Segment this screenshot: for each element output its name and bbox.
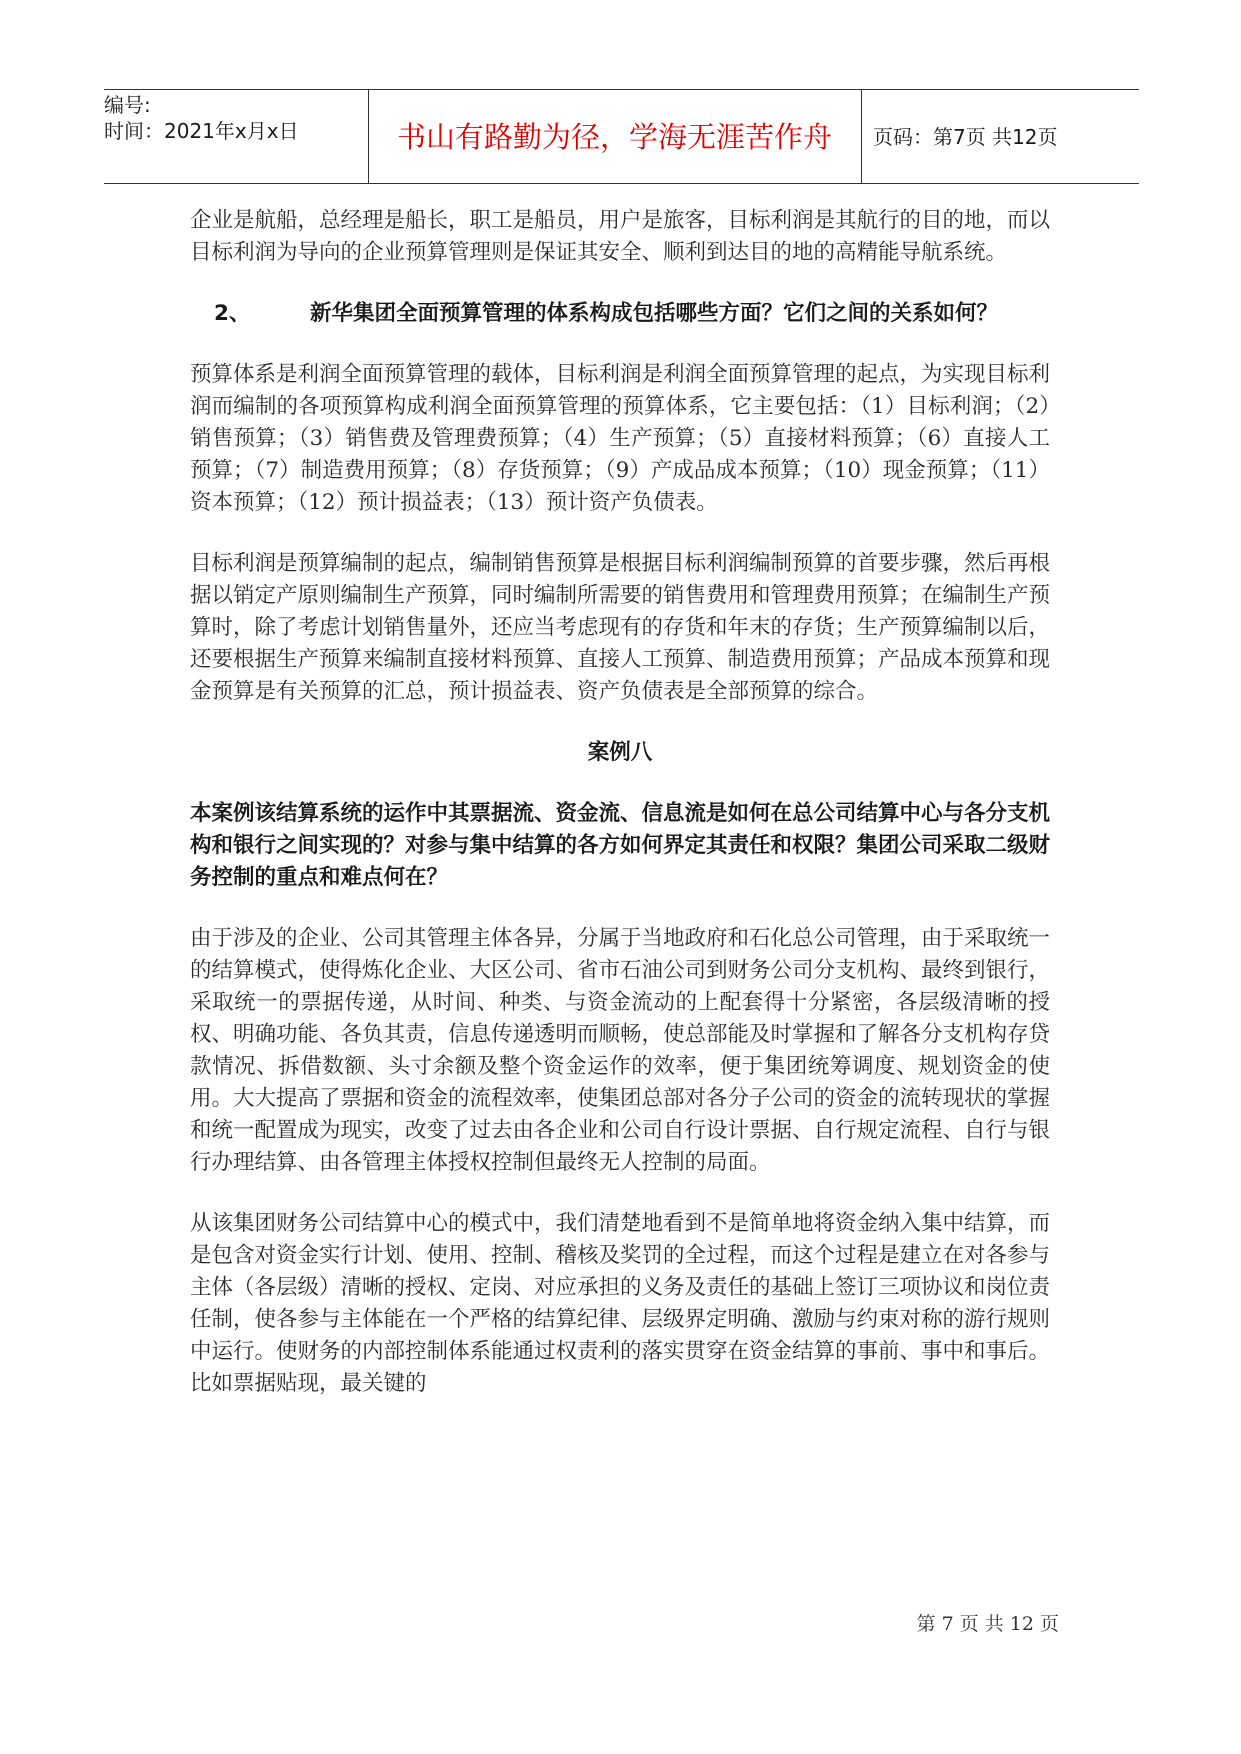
question-2-number: 2、 <box>214 301 251 326</box>
page-footer: 第 7 页 共 12 页 <box>916 1613 1059 1635</box>
header-middle-cell <box>368 90 862 183</box>
header-right-cell <box>861 90 1139 183</box>
question-2-text: 新华集团全面预算管理的体系构成包括哪些方面？它们之间的关系如何？ <box>310 301 999 326</box>
header-left-cell <box>104 90 369 183</box>
motto: 书山有路勤为径，学海无涯苦作舟 <box>396 120 832 154</box>
serial-number-label: 编号: <box>104 93 151 117</box>
time-label: 时间：2021年x月x日 <box>104 119 299 143</box>
page-number-label: 页码：第7页 共12页 <box>873 125 1058 149</box>
paragraph-1: 企业是航船，总经理是船长，职工是船员，用户是旅客，目标利润是其航行的目的地，而以目标利润为导向的企业预算管理则是保证其安全、顺利到达目的地的高精能导航系统。 <box>190 208 1051 265</box>
case-question: 本案例该结算系统的运作中其票据流、资金流、信息流是如何在总公司结算中心与各分支机构和银行之间实现的？对参与集中结算的各方如何界定其责任和权限？集团公司采取二级财务控制的重点和难点何在？ <box>190 801 1051 890</box>
paragraph-4: 由于涉及的企业、公司其管理主体各异，分属于当地政府和石化总公司管理，由于采取统一的结算模式，使得炼化企业、大区公司、省市石油公司到财务公司分支机构、最终到银行，采取统一的票据传递，从时间、种类、与资金流动的上配套得十分紧密，各层级清晰的授权、明确功能、各负其责，信息传递透明而顺畅，使总部能及时掌握和了解各分支机构存贷款情况、拆借数额、头寸余额及整个资金运作的效率，便于集团统筹调度、规划资金的使用。大大提高了票据和资金的流程效率，使集团总部对各分子公司的资金的流转现状的掌握和统一配置成为现实，改变了过去由各企业和公司自行设计票据、自行规定流程、自行与银行办理结算、由各管理主体授权控制但最终无人控制的局面。 <box>190 926 1051 1175</box>
document-header <box>104 89 1139 184</box>
case-title: 案例八 <box>587 740 653 765</box>
paragraph-3: 目标利润是预算编制的起点，编制销售预算是根据目标利润编制预算的首要步骤，然后再根据以销定产原则编制生产预算，同时编制所需要的销售费用和管理费用预算；在编制生产预算时，除了考虑计划销售量外，还应当考虑现有的存货和年末的存货；生产预算编制以后，还要根据生产预算来编制直接材料预算、直接人工预算、制造费用预算；产品成本预算和现金预算是有关预算的汇总，预计损益表、资产负债表是全部预算的综合。 <box>190 551 1051 704</box>
question-2 <box>190 298 1050 330</box>
document-body <box>190 205 1050 1429</box>
paragraph-5: 从该集团财务公司结算中心的模式中，我们清楚地看到不是简单地将资金纳入集中结算，而是包含对资金实行计划、使用、控制、稽核及奖罚的全过程，而这个过程是建立在对各参与主体（各层级）清晰的授权、定岗、对应承担的义务及责任的基础上签订三项协议和岗位责任制，使各参与主体能在一个严格的结算纪律、层级界定明确、激励与约束对称的游行规则中运行。使财务的内部控制体系能通过权责利的落实贯穿在资金结算的事前、事中和事后。比如票据贴现，最关键的 <box>190 1211 1051 1396</box>
paragraph-2: 预算体系是利润全面预算管理的载体，目标利润是利润全面预算管理的起点，为实现目标利润而编制的各项预算构成利润全面预算管理的预算体系，它主要包括：（1）目标利润；（2）销售预算；（3）销售费及管理费预算；（4）生产预算；（5）直接材料预算；（6）直接人工预算；（7）制造费用预算；（8）存货预算；（9）产成品成本预算；（10）现金预算；（11）资本预算；（12）预计损益表；（13）预计资产负债表。 <box>190 362 1051 515</box>
